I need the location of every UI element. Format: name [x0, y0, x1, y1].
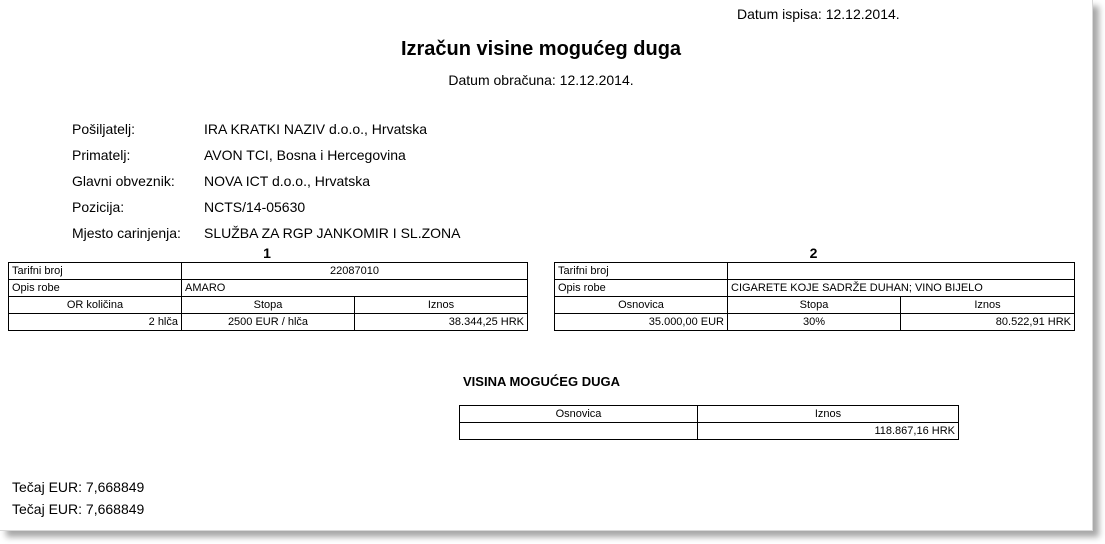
table2 — [554, 262, 1075, 331]
table-cell-value: 35.000,00 EUR — [555, 314, 728, 331]
table-row — [555, 280, 1075, 297]
info-value: AVON TCI, Bosna i Hercegovina — [204, 147, 406, 163]
table-cell-value — [728, 263, 1075, 280]
info-block — [72, 116, 460, 246]
table-cell-value: AMARO — [182, 280, 528, 297]
table-cell-value: 80.522,91 HRK — [901, 314, 1075, 331]
info-value: NCTS/14-05630 — [204, 199, 306, 215]
table-row — [555, 314, 1075, 331]
table-cell-value: 2 hlča — [9, 314, 182, 331]
table-header-row — [555, 297, 1075, 314]
exchange-rate: Tečaj EUR: 7,668849 — [12, 479, 145, 495]
info-label: Pozicija: — [72, 199, 125, 215]
table-header-cell: OR količina — [9, 297, 182, 314]
table-cell-value: 30% — [728, 314, 901, 331]
exchange-rate: Tečaj EUR: 7,668849 — [12, 501, 145, 517]
table-row — [9, 263, 528, 280]
print-date: Datum ispisa: 12.12.2014. — [737, 6, 900, 22]
info-row-sender — [72, 116, 460, 142]
info-value: SLUŽBA ZA RGP JANKOMIR I SL.ZONA — [204, 225, 461, 241]
table-row — [9, 280, 528, 297]
info-row-recipient — [72, 142, 460, 168]
table-row — [460, 423, 959, 440]
table-header-cell: Iznos — [698, 406, 959, 423]
table-cell-value: 38.344,25 HRK — [355, 314, 528, 331]
debt-title: VISINA MOGUĆEG DUGA — [463, 374, 620, 389]
table1 — [8, 262, 528, 331]
table-header-cell: Osnovica — [555, 297, 728, 314]
page-title: Izračun visine mogućeg duga — [400, 38, 682, 60]
info-label: Mjesto carinjenja: — [72, 225, 181, 241]
table-header-cell: Iznos — [901, 297, 1075, 314]
info-value: NOVA ICT d.o.o., Hrvatska — [204, 173, 370, 189]
table-cell-value: 118.867,16 HRK — [698, 423, 959, 440]
table-row — [555, 263, 1075, 280]
info-row-customs-office — [72, 220, 460, 246]
table-header-row — [9, 297, 528, 314]
table-cell-label: Opis robe — [9, 280, 182, 297]
table-cell-value: 22087010 — [182, 263, 528, 280]
table-row — [9, 314, 528, 331]
table1-number: 1 — [263, 245, 271, 261]
table-cell-value — [460, 423, 698, 440]
table-header-cell: Osnovica — [460, 406, 698, 423]
info-value: IRA KRATKI NAZIV d.o.o., Hrvatska — [204, 121, 428, 137]
table-cell-label: Tarifni broj — [9, 263, 182, 280]
table-header-cell: Iznos — [355, 297, 528, 314]
table-cell-value: 2500 EUR / hlča — [182, 314, 355, 331]
table-cell-value: CIGARETE KOJE SADRŽE DUHAN; VINO BIJELO — [728, 280, 1075, 297]
calculation-date: Datum obračuna: 12.12.2014. — [448, 72, 634, 88]
info-row-principal — [72, 168, 460, 194]
info-label: Primatelj: — [72, 147, 131, 163]
table2-number: 2 — [809, 245, 818, 261]
info-label: Glavni obveznik: — [72, 173, 175, 189]
table-cell-label: Tarifni broj — [555, 263, 728, 280]
table-header-row — [460, 406, 959, 423]
info-row-position — [72, 194, 460, 220]
table-cell-label: Opis robe — [555, 280, 728, 297]
table-header-cell: Stopa — [182, 297, 355, 314]
debt-table — [459, 405, 959, 440]
info-label: Pošiljatelj: — [72, 121, 136, 137]
table-header-cell: Stopa — [728, 297, 901, 314]
